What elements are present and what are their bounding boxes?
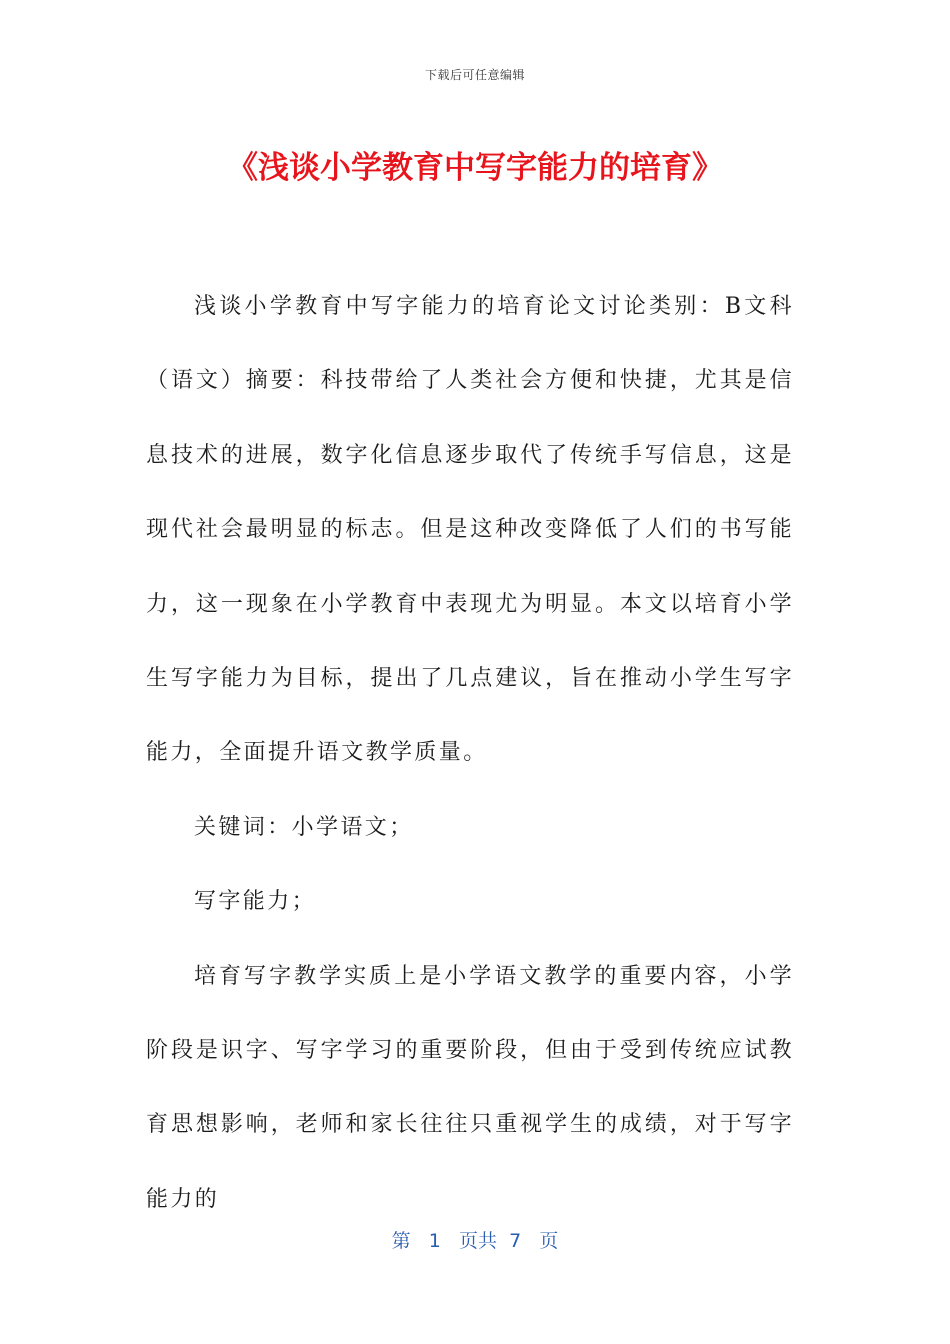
page-suffix: 页 — [539, 1230, 559, 1252]
current-page-number: 1 — [428, 1230, 441, 1252]
page-prefix: 第 — [391, 1230, 411, 1252]
total-pages-number: 7 — [509, 1230, 522, 1252]
keywords-paragraph: 关键词：小学语文； — [194, 814, 414, 840]
abstract-paragraph: 浅谈小学教育中写字能力的培育论文讨论类别：B文科（语文）摘要：科技带给了人类社会方便和快捷，尤其是信息技术的进展，数字化信息逐步取代了传统手写信息，这是现代社会最明显的标志。但是这种改变降低了人们的书写能力，这一现象在小学教育中表现尤为明显。本文以培育小学生写字能力为目标，提出了几点建议，旨在推动小学生写字能力，全面提升语文教学质量。 — [146, 294, 794, 766]
page-mid: 页共 — [459, 1230, 498, 1252]
page-counter — [0, 1226, 950, 1253]
document-body — [146, 270, 794, 1237]
document-title: 《浅谈小学教育中写字能力的培育》 — [227, 150, 723, 186]
body-paragraph: 培育写字教学实质上是小学语文教学的重要内容，小学阶段是识字、写字学习的重要阶段，但由于受到传统应试教育思想影响，老师和家长往往只重视学生的成绩，对于写字能力的 — [146, 963, 794, 1212]
header-note: 下载后可任意编辑 — [424, 68, 525, 82]
keywords-continuation: 写字能力； — [194, 889, 317, 915]
